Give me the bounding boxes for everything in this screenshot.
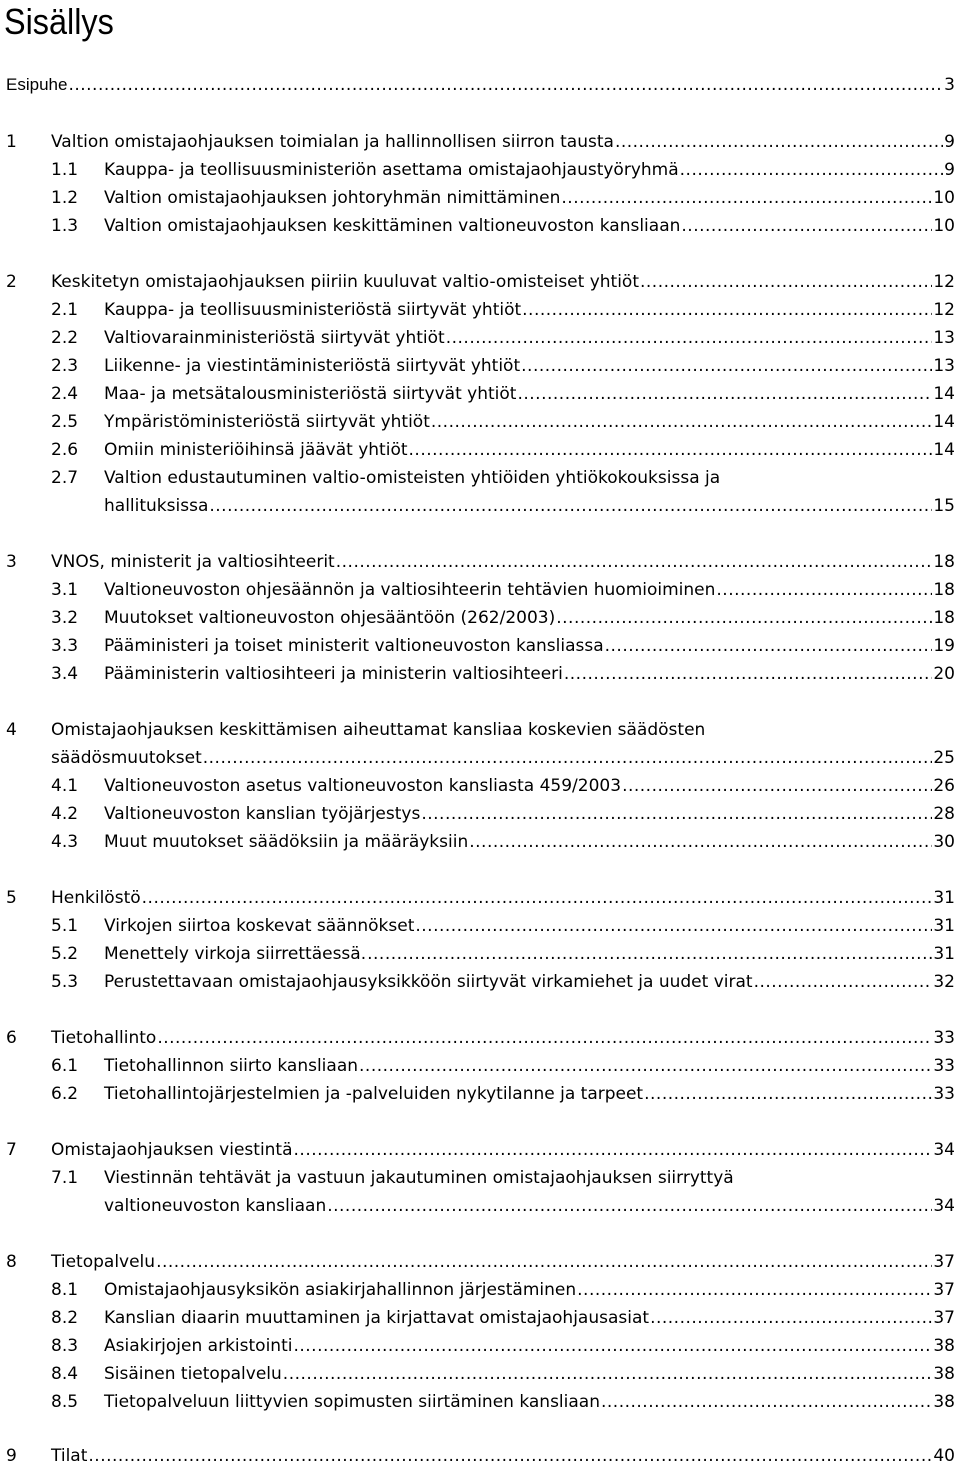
toc-entry[interactable] bbox=[0, 660, 960, 688]
dot-leader bbox=[556, 604, 932, 632]
toc-entry-title-continued: hallituksissa bbox=[104, 496, 209, 516]
toc-entry-page: 33 bbox=[933, 1056, 955, 1076]
dot-leader bbox=[294, 1136, 933, 1164]
toc-entry-number: 7.1 bbox=[51, 1168, 79, 1188]
toc-entry-page: 12 bbox=[933, 272, 955, 292]
dot-leader bbox=[754, 968, 933, 996]
toc-entry[interactable] bbox=[0, 464, 960, 492]
toc-entry[interactable] bbox=[0, 324, 960, 352]
toc-entry-page: 18 bbox=[933, 580, 955, 600]
dot-leader bbox=[336, 548, 933, 576]
toc-entry[interactable] bbox=[0, 576, 960, 604]
dot-leader bbox=[209, 492, 932, 520]
toc-entry[interactable] bbox=[0, 1360, 960, 1388]
toc-entry[interactable] bbox=[0, 1136, 960, 1164]
toc-entry-number: 4.1 bbox=[51, 776, 79, 796]
toc-entry-page: 14 bbox=[933, 440, 955, 460]
toc-entry-number: 8.1 bbox=[51, 1280, 79, 1300]
toc-entry-page: 30 bbox=[933, 832, 955, 852]
dot-leader bbox=[681, 212, 932, 240]
dot-leader bbox=[615, 128, 943, 156]
toc-entry-number: 4 bbox=[6, 720, 17, 740]
dot-leader bbox=[577, 1276, 932, 1304]
toc-entry-number: 6.2 bbox=[51, 1084, 79, 1104]
toc-entry-page: 20 bbox=[933, 664, 955, 684]
dot-leader bbox=[421, 800, 932, 828]
toc-entry[interactable] bbox=[0, 128, 960, 156]
dot-leader bbox=[640, 268, 932, 296]
toc-entry[interactable] bbox=[0, 1304, 960, 1332]
toc-entry-title: Viestinnän tehtävät ja vastuun jakautuminen omistajaohjauksen siirryttyä bbox=[104, 1168, 734, 1188]
toc-entry-title: Kauppa- ja teollisuusministeriöstä siirtyvät yhtiöt bbox=[104, 300, 522, 320]
toc-entry-title: VNOS, ministerit ja valtiosihteerit bbox=[51, 552, 335, 572]
toc-entry[interactable] bbox=[0, 268, 960, 296]
toc-entry-title: Tietopalvelu bbox=[51, 1252, 156, 1272]
toc-entry-page: 37 bbox=[933, 1280, 955, 1300]
dot-leader bbox=[283, 1360, 933, 1388]
toc-entry-page: 19 bbox=[933, 636, 955, 656]
toc-entry-number: 9 bbox=[6, 1446, 17, 1466]
toc-entry-page: 13 bbox=[933, 356, 955, 376]
toc-entry[interactable] bbox=[0, 632, 960, 660]
toc-entry[interactable] bbox=[0, 156, 960, 184]
toc-entry-page: 28 bbox=[933, 804, 955, 824]
toc-entry-title: Esipuhe bbox=[6, 75, 68, 94]
toc-entry-page: 33 bbox=[933, 1084, 955, 1104]
toc-entry-number: 5 bbox=[6, 888, 17, 908]
toc-entry[interactable] bbox=[0, 212, 960, 240]
toc-entry-title: Valtion omistajaohjauksen johtoryhmän nimittäminen bbox=[104, 188, 561, 208]
toc-entry-number: 8.2 bbox=[51, 1308, 79, 1328]
toc-entry[interactable] bbox=[0, 1024, 960, 1052]
toc-entry[interactable] bbox=[0, 884, 960, 912]
toc-entry-page: 14 bbox=[933, 384, 955, 404]
toc-entry-number: 6 bbox=[6, 1028, 17, 1048]
toc-entry-title: Kauppa- ja teollisuusministeriön asettama omistajaohjaustyöryhmä bbox=[104, 160, 679, 180]
toc-entry-page: 38 bbox=[933, 1392, 955, 1412]
toc-entry-title: Valtioneuvoston asetus valtioneuvoston kansliasta 459/2003 bbox=[104, 776, 622, 796]
toc-entry-number: 3.4 bbox=[51, 664, 79, 684]
toc-entry-title: Perustettavaan omistajaohjausyksikköön siirtyvät virkamiehet ja uudet virat bbox=[104, 972, 753, 992]
dot-leader bbox=[522, 296, 932, 324]
toc-entry-number: 3 bbox=[6, 552, 17, 572]
toc-entry-number: 2.7 bbox=[51, 468, 79, 488]
toc-entry-title: Keskitetyn omistajaohjauksen piiriin kuuluvat valtio-omisteiset yhtiöt bbox=[51, 272, 639, 292]
toc-entry-title: Tietopalveluun liittyvien sopimusten siirtäminen kansliaan bbox=[104, 1392, 600, 1412]
toc-entry-number: 2.1 bbox=[51, 300, 79, 320]
toc-entry-title: Kanslian diaarin muuttaminen ja kirjattavat omistajaohjausasiat bbox=[104, 1308, 650, 1328]
toc-entry-number: 5.3 bbox=[51, 972, 79, 992]
dot-leader bbox=[564, 660, 933, 688]
toc-entry-continuation[interactable] bbox=[0, 492, 960, 520]
toc-entry-number: 8.4 bbox=[51, 1364, 79, 1384]
toc-entry-number: 5.2 bbox=[51, 944, 79, 964]
dot-leader bbox=[605, 632, 933, 660]
dot-leader bbox=[517, 380, 932, 408]
toc-entry-page: 18 bbox=[933, 608, 955, 628]
dot-leader bbox=[431, 408, 932, 436]
toc-entry-number: 4.3 bbox=[51, 832, 79, 852]
toc-entry-number: 2.3 bbox=[51, 356, 79, 376]
toc-entry-number: 8.3 bbox=[51, 1336, 79, 1356]
toc-entry-title: Pääministeri ja toiset ministerit valtioneuvoston kansliassa bbox=[104, 636, 604, 656]
toc-entry-title-continued: valtioneuvoston kansliaan bbox=[104, 1196, 327, 1216]
toc-entry[interactable] bbox=[0, 352, 960, 380]
toc-entry-page: 9 bbox=[944, 132, 955, 152]
toc-entry-number: 1.3 bbox=[51, 216, 79, 236]
toc-entry[interactable] bbox=[0, 1332, 960, 1360]
toc-entry-number: 7 bbox=[6, 1140, 17, 1160]
toc-entry-title: Valtioneuvoston ohjesäännön ja valtiosihteerin tehtävien huomioiminen bbox=[104, 580, 716, 600]
toc-entry-title: Valtion omistajaohjauksen keskittäminen valtioneuvoston kansliaan bbox=[104, 216, 681, 236]
toc-entry-continuation[interactable] bbox=[0, 1192, 960, 1220]
toc-entry-title: Valtiovarainministeriöstä siirtyvät yhtiöt bbox=[104, 328, 445, 348]
toc-entry-page: 12 bbox=[933, 300, 955, 320]
toc-entry[interactable] bbox=[0, 912, 960, 940]
toc-entry-title: Tilat bbox=[51, 1446, 88, 1466]
toc-entry[interactable] bbox=[0, 408, 960, 436]
dot-leader bbox=[88, 1442, 932, 1470]
toc-entry-page: 34 bbox=[933, 1196, 955, 1216]
toc-entry-number: 3.2 bbox=[51, 608, 79, 628]
toc-entry-page: 33 bbox=[933, 1028, 955, 1048]
toc-entry-page: 9 bbox=[944, 160, 955, 180]
toc-entry[interactable] bbox=[0, 828, 960, 856]
toc-entry-number: 1 bbox=[6, 132, 17, 152]
toc-entry-number: 5.1 bbox=[51, 916, 79, 936]
dot-leader bbox=[367, 940, 932, 968]
toc-entry-page: 34 bbox=[933, 1140, 955, 1160]
toc-entry[interactable] bbox=[0, 716, 960, 744]
dot-leader bbox=[622, 772, 932, 800]
toc-entry-page: 18 bbox=[933, 552, 955, 572]
toc-entry-page: 31 bbox=[933, 916, 955, 936]
toc-entry-page: 14 bbox=[933, 412, 955, 432]
toc-entry[interactable] bbox=[0, 1052, 960, 1080]
dot-leader bbox=[469, 828, 932, 856]
toc-entry-title: Omistajaohjauksen viestintä bbox=[51, 1140, 293, 1160]
toc-entry-title: Tietohallinto bbox=[51, 1028, 157, 1048]
toc-entry-page: 15 bbox=[933, 496, 955, 516]
toc-entry[interactable] bbox=[0, 1164, 960, 1192]
toc-entry-page: 10 bbox=[933, 188, 955, 208]
toc-entry[interactable] bbox=[0, 940, 960, 968]
toc-entry-number: 8 bbox=[6, 1252, 17, 1272]
toc-entry-title: Valtioneuvoston kanslian työjärjestys bbox=[104, 804, 421, 824]
toc-entry-title: Liikenne- ja viestintäministeriöstä siirtyvät yhtiöt bbox=[104, 356, 521, 376]
toc-entry-page: 31 bbox=[933, 888, 955, 908]
toc-entry-title: Omistajaohjausyksikön asiakirjahallinnon järjestäminen bbox=[104, 1280, 577, 1300]
toc-entry-title-continued: säädösmuutokset bbox=[51, 748, 202, 768]
toc-entry-title: Omiin ministeriöihinsä jäävät yhtiöt bbox=[104, 440, 408, 460]
toc-entry[interactable] bbox=[0, 1080, 960, 1108]
toc-entry[interactable] bbox=[0, 548, 960, 576]
toc-entry-number: 3.1 bbox=[51, 580, 79, 600]
dot-leader bbox=[327, 1192, 932, 1220]
toc-entry-title: Valtion omistajaohjauksen toimialan ja hallinnollisen siirron tausta bbox=[51, 132, 614, 152]
toc-entry[interactable] bbox=[0, 380, 960, 408]
toc-entry-title: Omistajaohjauksen keskittämisen aiheuttamat kansliaa koskevien säädösten bbox=[51, 720, 706, 740]
toc-entry-number: 2.5 bbox=[51, 412, 79, 432]
toc-entry[interactable] bbox=[0, 772, 960, 800]
toc-entry-page: 31 bbox=[933, 944, 955, 964]
toc-entry-number: 2.6 bbox=[51, 440, 79, 460]
toc-entry-number: 2.2 bbox=[51, 328, 79, 348]
toc-entry-continuation[interactable] bbox=[0, 744, 960, 772]
toc-entry-page: 37 bbox=[933, 1308, 955, 1328]
dot-leader bbox=[68, 71, 943, 99]
toc-entry-title: Muutokset valtioneuvoston ohjesääntöön (262/2003) bbox=[104, 608, 556, 628]
toc-entry-title: Maa- ja metsätalousministeriöstä siirtyvät yhtiöt bbox=[104, 384, 517, 404]
toc-entry-number: 2.4 bbox=[51, 384, 79, 404]
toc-entry-number: 2 bbox=[6, 272, 17, 292]
toc-entry-page: 10 bbox=[933, 216, 955, 236]
toc-entry[interactable] bbox=[0, 1276, 960, 1304]
toc-entry-title: Virkojen siirtoa koskevat säännökset bbox=[104, 916, 415, 936]
toc-entry-page: 37 bbox=[933, 1252, 955, 1272]
toc-entry-title: Henkilöstö bbox=[51, 888, 141, 908]
toc-entry-title: Tietohallintojärjestelmien ja -palveluiden nykytilanne ja tarpeet bbox=[104, 1084, 644, 1104]
toc-entry[interactable] bbox=[0, 71, 960, 99]
toc-entry-page: 40 bbox=[933, 1446, 955, 1466]
dot-leader bbox=[716, 576, 932, 604]
toc-entry[interactable] bbox=[0, 968, 960, 996]
toc-entry-number: 8.5 bbox=[51, 1392, 79, 1412]
dot-leader bbox=[142, 884, 933, 912]
toc-entry-title: Asiakirjojen arkistointi bbox=[104, 1336, 293, 1356]
toc-entry-page: 32 bbox=[933, 972, 955, 992]
toc-entry[interactable] bbox=[0, 604, 960, 632]
dot-leader bbox=[561, 184, 932, 212]
dot-leader bbox=[293, 1332, 932, 1360]
toc-entry-page: 3 bbox=[944, 75, 955, 95]
toc-entry[interactable] bbox=[0, 436, 960, 464]
dot-leader bbox=[680, 156, 944, 184]
dot-leader bbox=[359, 1052, 932, 1080]
toc-entry-title: Valtion edustautuminen valtio-omisteisten yhtiöiden yhtiökokouksissa ja bbox=[104, 468, 721, 488]
toc-entry[interactable] bbox=[0, 184, 960, 212]
toc-entry-page: 13 bbox=[933, 328, 955, 348]
toc-entry-number: 6.1 bbox=[51, 1056, 79, 1076]
toc-entry-title: Tietohallinnon siirto kansliaan bbox=[104, 1056, 359, 1076]
toc-entry[interactable] bbox=[0, 1442, 960, 1470]
toc-entry-title: Muut muutokset säädöksiin ja määräyksiin bbox=[104, 832, 469, 852]
toc-entry[interactable] bbox=[0, 1248, 960, 1276]
dot-leader bbox=[409, 436, 933, 464]
toc-entry-page: 25 bbox=[933, 748, 955, 768]
toc-entry[interactable] bbox=[0, 800, 960, 828]
toc-entry-page: 38 bbox=[933, 1336, 955, 1356]
toc-entry-title: Menettely virkoja siirrettäessä. bbox=[104, 944, 367, 964]
toc-entry-title: Sisäinen tietopalvelu bbox=[104, 1364, 282, 1384]
dot-leader bbox=[203, 744, 933, 772]
dot-leader bbox=[446, 324, 933, 352]
toc-entry-title: Pääministerin valtiosihteeri ja ministerin valtiosihteeri bbox=[104, 664, 563, 684]
dot-leader bbox=[644, 1080, 932, 1108]
toc-entry-page: 26 bbox=[933, 776, 955, 796]
toc-entry[interactable] bbox=[0, 296, 960, 324]
toc-entry-number: 1.2 bbox=[51, 188, 79, 208]
dot-leader bbox=[601, 1388, 932, 1416]
toc-entry-page: 38 bbox=[933, 1364, 955, 1384]
page-title: Sisällys bbox=[4, 1, 114, 42]
dot-leader bbox=[415, 912, 932, 940]
toc-entry-title: Ympäristöministeriöstä siirtyvät yhtiöt bbox=[104, 412, 430, 432]
toc-entry[interactable] bbox=[0, 1388, 960, 1416]
dot-leader bbox=[157, 1024, 932, 1052]
toc-entry-number: 1.1 bbox=[51, 160, 79, 180]
dot-leader bbox=[521, 352, 932, 380]
dot-leader bbox=[156, 1248, 932, 1276]
toc-entry-number: 3.3 bbox=[51, 636, 79, 656]
dot-leader bbox=[650, 1304, 932, 1332]
toc-entry-number: 4.2 bbox=[51, 804, 79, 824]
